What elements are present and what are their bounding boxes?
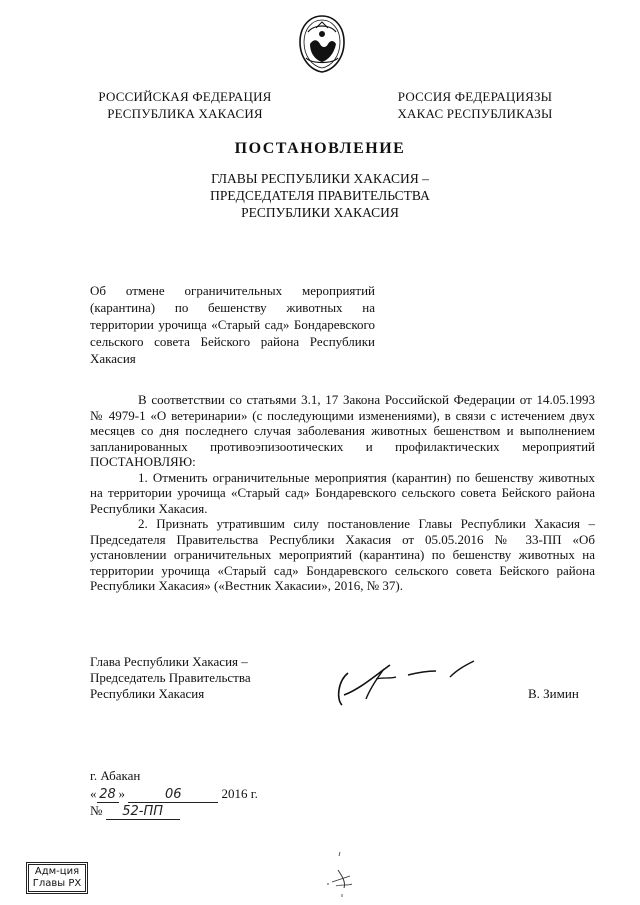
handwritten-signature xyxy=(330,655,480,710)
stamp-line-2: Главы РХ xyxy=(32,878,82,889)
header-right-line-2: ХАКАС РЕСПУБЛИКАЗЫ xyxy=(397,106,553,121)
date-month: 06 xyxy=(128,787,218,803)
subtitle-line-3: РЕСПУБЛИКИ ХАКАСИЯ xyxy=(241,205,399,220)
coat-of-arms-emblem xyxy=(296,14,348,74)
date-day: 28 xyxy=(97,787,119,803)
header-right-line-1: РОССИЯ ФЕДЕРАЦИЯЗЫ xyxy=(397,89,553,104)
date-close-quote: » xyxy=(118,786,125,801)
date-year: 2016 г. xyxy=(221,786,258,801)
subtitle-line-2: ПРЕДСЕДАТЕЛЯ ПРАВИТЕЛЬСТВА xyxy=(210,188,430,203)
header-left-line-2: РЕСПУБЛИКА ХАКАСИЯ xyxy=(107,106,263,121)
signatory-position-line-1: Глава Республики Хакасия – xyxy=(90,654,248,669)
signatory-position xyxy=(90,654,310,702)
body-item-2: 2. Признать утратившим силу постановление Главы Республики Хакасия – Председателя Правительства Республики Хакасия от 05.05.2016 № 33-ПП «Об установлении ограничительных мероприятий (карантина) по бешенству животных на территории урочища «Старый сад» Бондаревского сельского совета Бейского района Республики Хакасия» («Вестник Хакасии», 2016, № 37). xyxy=(90,516,595,593)
document-body xyxy=(90,392,595,594)
signatory-position-line-2: Председатель Правительства xyxy=(90,670,251,685)
document-subtitle xyxy=(0,170,640,221)
date-open-quote: « xyxy=(90,786,97,801)
body-intro: В соответствии со статьями 3.1, 17 Закона Российской Федерации от 14.05.1993 № 4979-1 «О ветеринарии» (с последующими изменениями), в связи с истечением двух месяцев со дня последнего случая заболевания животных бешенством и выполнением запланированных противоэпизоотических и профилактических мероприятий ПОСТАНОВЛЯЮ: xyxy=(90,392,595,469)
header-left-line-1: РОССИЙСКАЯ ФЕДЕРАЦИЯ xyxy=(98,89,272,104)
header-left xyxy=(80,88,290,122)
registration-stamp xyxy=(26,862,88,894)
document-date xyxy=(90,786,258,803)
signatory-name: В. Зимин xyxy=(528,686,579,701)
signatory-position-line-3: Республики Хакасия xyxy=(90,686,205,701)
body-item-1: 1. Отменить ограничительные мероприятия (карантин) по бешенству животных на территории урочища «Старый сад» Бондаревского сельского совета Бейского района Республики Хакасия. xyxy=(90,469,595,516)
document-subject: Об отмене ограничительных мероприятий (карантина) по бешенству животных на территории урочища «Старый сад» Бондаревского сельского совета Бейского района Республики Хакасия xyxy=(90,283,375,366)
handwritten-mark xyxy=(322,848,362,898)
place: г. Абакан xyxy=(90,768,141,783)
header-right xyxy=(375,88,575,122)
document-title: ПОСТАНОВЛЕНИЕ xyxy=(234,140,406,157)
subtitle-line-1: ГЛАВЫ РЕСПУБЛИКИ ХАКАСИЯ – xyxy=(211,171,429,186)
number-prefix: № xyxy=(90,803,103,818)
document-number xyxy=(90,803,180,820)
stamp-line-1: Адм-ция xyxy=(34,866,80,877)
number-value: 52-ПП xyxy=(106,804,180,820)
